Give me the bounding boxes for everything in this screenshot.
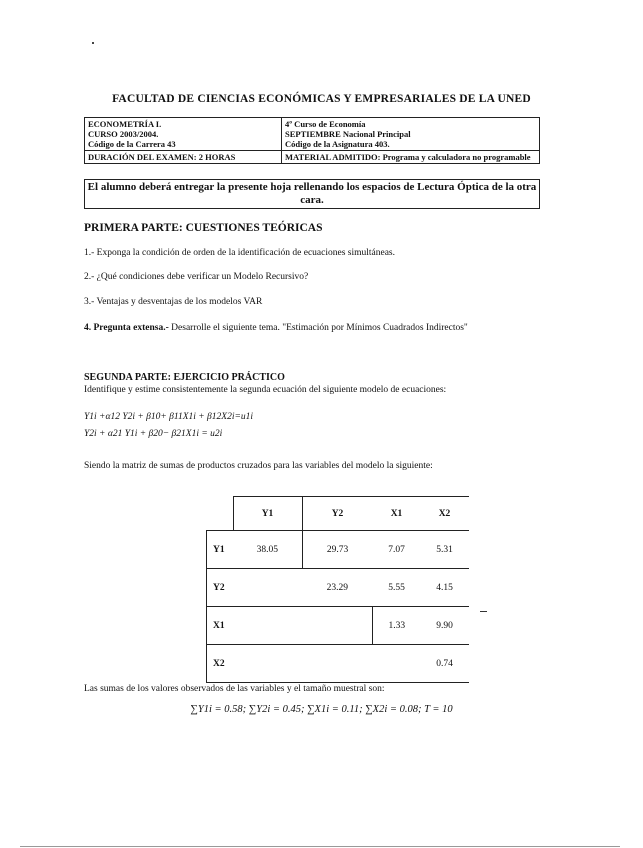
col-header-x1: X1 xyxy=(373,497,421,531)
cell-x2-y2 xyxy=(302,645,373,683)
cell-x1-y1 xyxy=(233,607,302,645)
cell-x2-x2: 0.74 xyxy=(421,645,469,683)
row-label-y1: Y1 xyxy=(207,531,234,569)
exam-session: SEPTIEMBRE Nacional Principal xyxy=(285,129,411,139)
cell-y2-y1 xyxy=(233,569,302,607)
matrix-row xyxy=(207,607,469,645)
cell-x1-x1: 1.33 xyxy=(373,607,421,645)
exam-info-cell xyxy=(282,118,540,151)
cell-x2-x1 xyxy=(373,645,421,683)
observed-sums: ∑Y1i = 0.58; ∑Y2i = 0.45; ∑X1i = 0.11; ∑X2i = 0.08; T = 10 xyxy=(190,704,453,715)
row-label-x1: X1 xyxy=(207,607,234,645)
col-header-y1: Y1 xyxy=(233,497,302,531)
cell-y1-x1: 7.07 xyxy=(373,531,421,569)
question-1: 1.- Exponga la condición de orden de la identificación de ecuaciones simultáneas. xyxy=(84,248,396,258)
sums-intro: Las sumas de los valores observados de las variables y el tamaño muestral son: xyxy=(84,684,385,694)
matrix-row xyxy=(207,531,469,569)
question-3: 3.- Ventajas y desventajas de los modelos VAR xyxy=(84,297,263,307)
matrix-intro: Siendo la matriz de sumas de productos cruzados para las variables del modelo la siguiente: xyxy=(84,461,433,471)
exam-info-table xyxy=(84,117,540,164)
course-level: 4º Curso de Economía xyxy=(285,119,366,129)
optical-reading-notice: El alumno deberá entregar la presente hoja rellenando los espacios de Lectura Óptica de la otra cara. xyxy=(84,179,540,209)
col-header-y2: Y2 xyxy=(302,497,373,531)
scan-mark xyxy=(480,611,487,612)
scan-speck xyxy=(92,42,94,44)
part1-heading: PRIMERA PARTE: CUESTIONES TEÓRICAS xyxy=(84,222,323,234)
cell-y2-x1: 5.55 xyxy=(373,569,421,607)
cell-x1-x2: 9.90 xyxy=(421,607,469,645)
matrix-row xyxy=(207,645,469,683)
page-edge xyxy=(20,846,620,847)
equation-1: Y1i +α12 Y2i + β10+ β11X1i + β12X2i=u1i xyxy=(84,412,254,422)
cell-y1-y2: 29.73 xyxy=(302,531,373,569)
allowed-material: MATERIAL ADMITIDO: Programa y calculadora no programable xyxy=(282,151,540,164)
faculty-title: FACULTAD DE CIENCIAS ECONÓMICAS Y EMPRESARIALES DE LA UNED xyxy=(112,93,531,105)
part2-heading: SEGUNDA PARTE: EJERCICIO PRÁCTICO xyxy=(84,372,285,383)
question-4 xyxy=(84,322,536,334)
subject-code: Código de la Asignatura 403. xyxy=(285,139,390,149)
equation-2: Y2i + α21 Y1i + β20− β21X1i = u2i xyxy=(84,429,223,439)
cell-x1-y2 xyxy=(302,607,373,645)
subject-name: ECONOMETRÍA I. xyxy=(88,119,162,129)
course-info-cell xyxy=(85,118,282,151)
course-year: CURSO 2003/2004. xyxy=(88,129,159,139)
question-4-text: Desarrolle el siguiente tema. "Estimación por Mínimos Cuadrados Indirectos" xyxy=(168,323,468,333)
career-code: Código de la Carrera 43 xyxy=(88,139,176,149)
cell-y2-x2: 4.15 xyxy=(421,569,469,607)
cell-y1-y1: 38.05 xyxy=(233,531,302,569)
matrix-row xyxy=(207,569,469,607)
col-header-x2: X2 xyxy=(421,497,469,531)
cell-y1-x2: 5.31 xyxy=(421,531,469,569)
exam-duration: DURACIÓN DEL EXAMEN: 2 HORAS xyxy=(85,151,282,164)
cross-product-matrix xyxy=(206,496,469,683)
question-2: 2.- ¿Qué condiciones debe verificar un Modelo Recursivo? xyxy=(84,272,309,282)
row-label-x2: X2 xyxy=(207,645,234,683)
row-label-y2: Y2 xyxy=(207,569,234,607)
exercise-instruction: Identifique y estime consistentemente la segunda ecuación del siguiente modelo de ecuaciones: xyxy=(84,385,447,395)
question-4-label: 4. Pregunta extensa.- xyxy=(84,323,169,333)
cell-y2-y2: 23.29 xyxy=(302,569,373,607)
cell-x2-y1 xyxy=(233,645,302,683)
